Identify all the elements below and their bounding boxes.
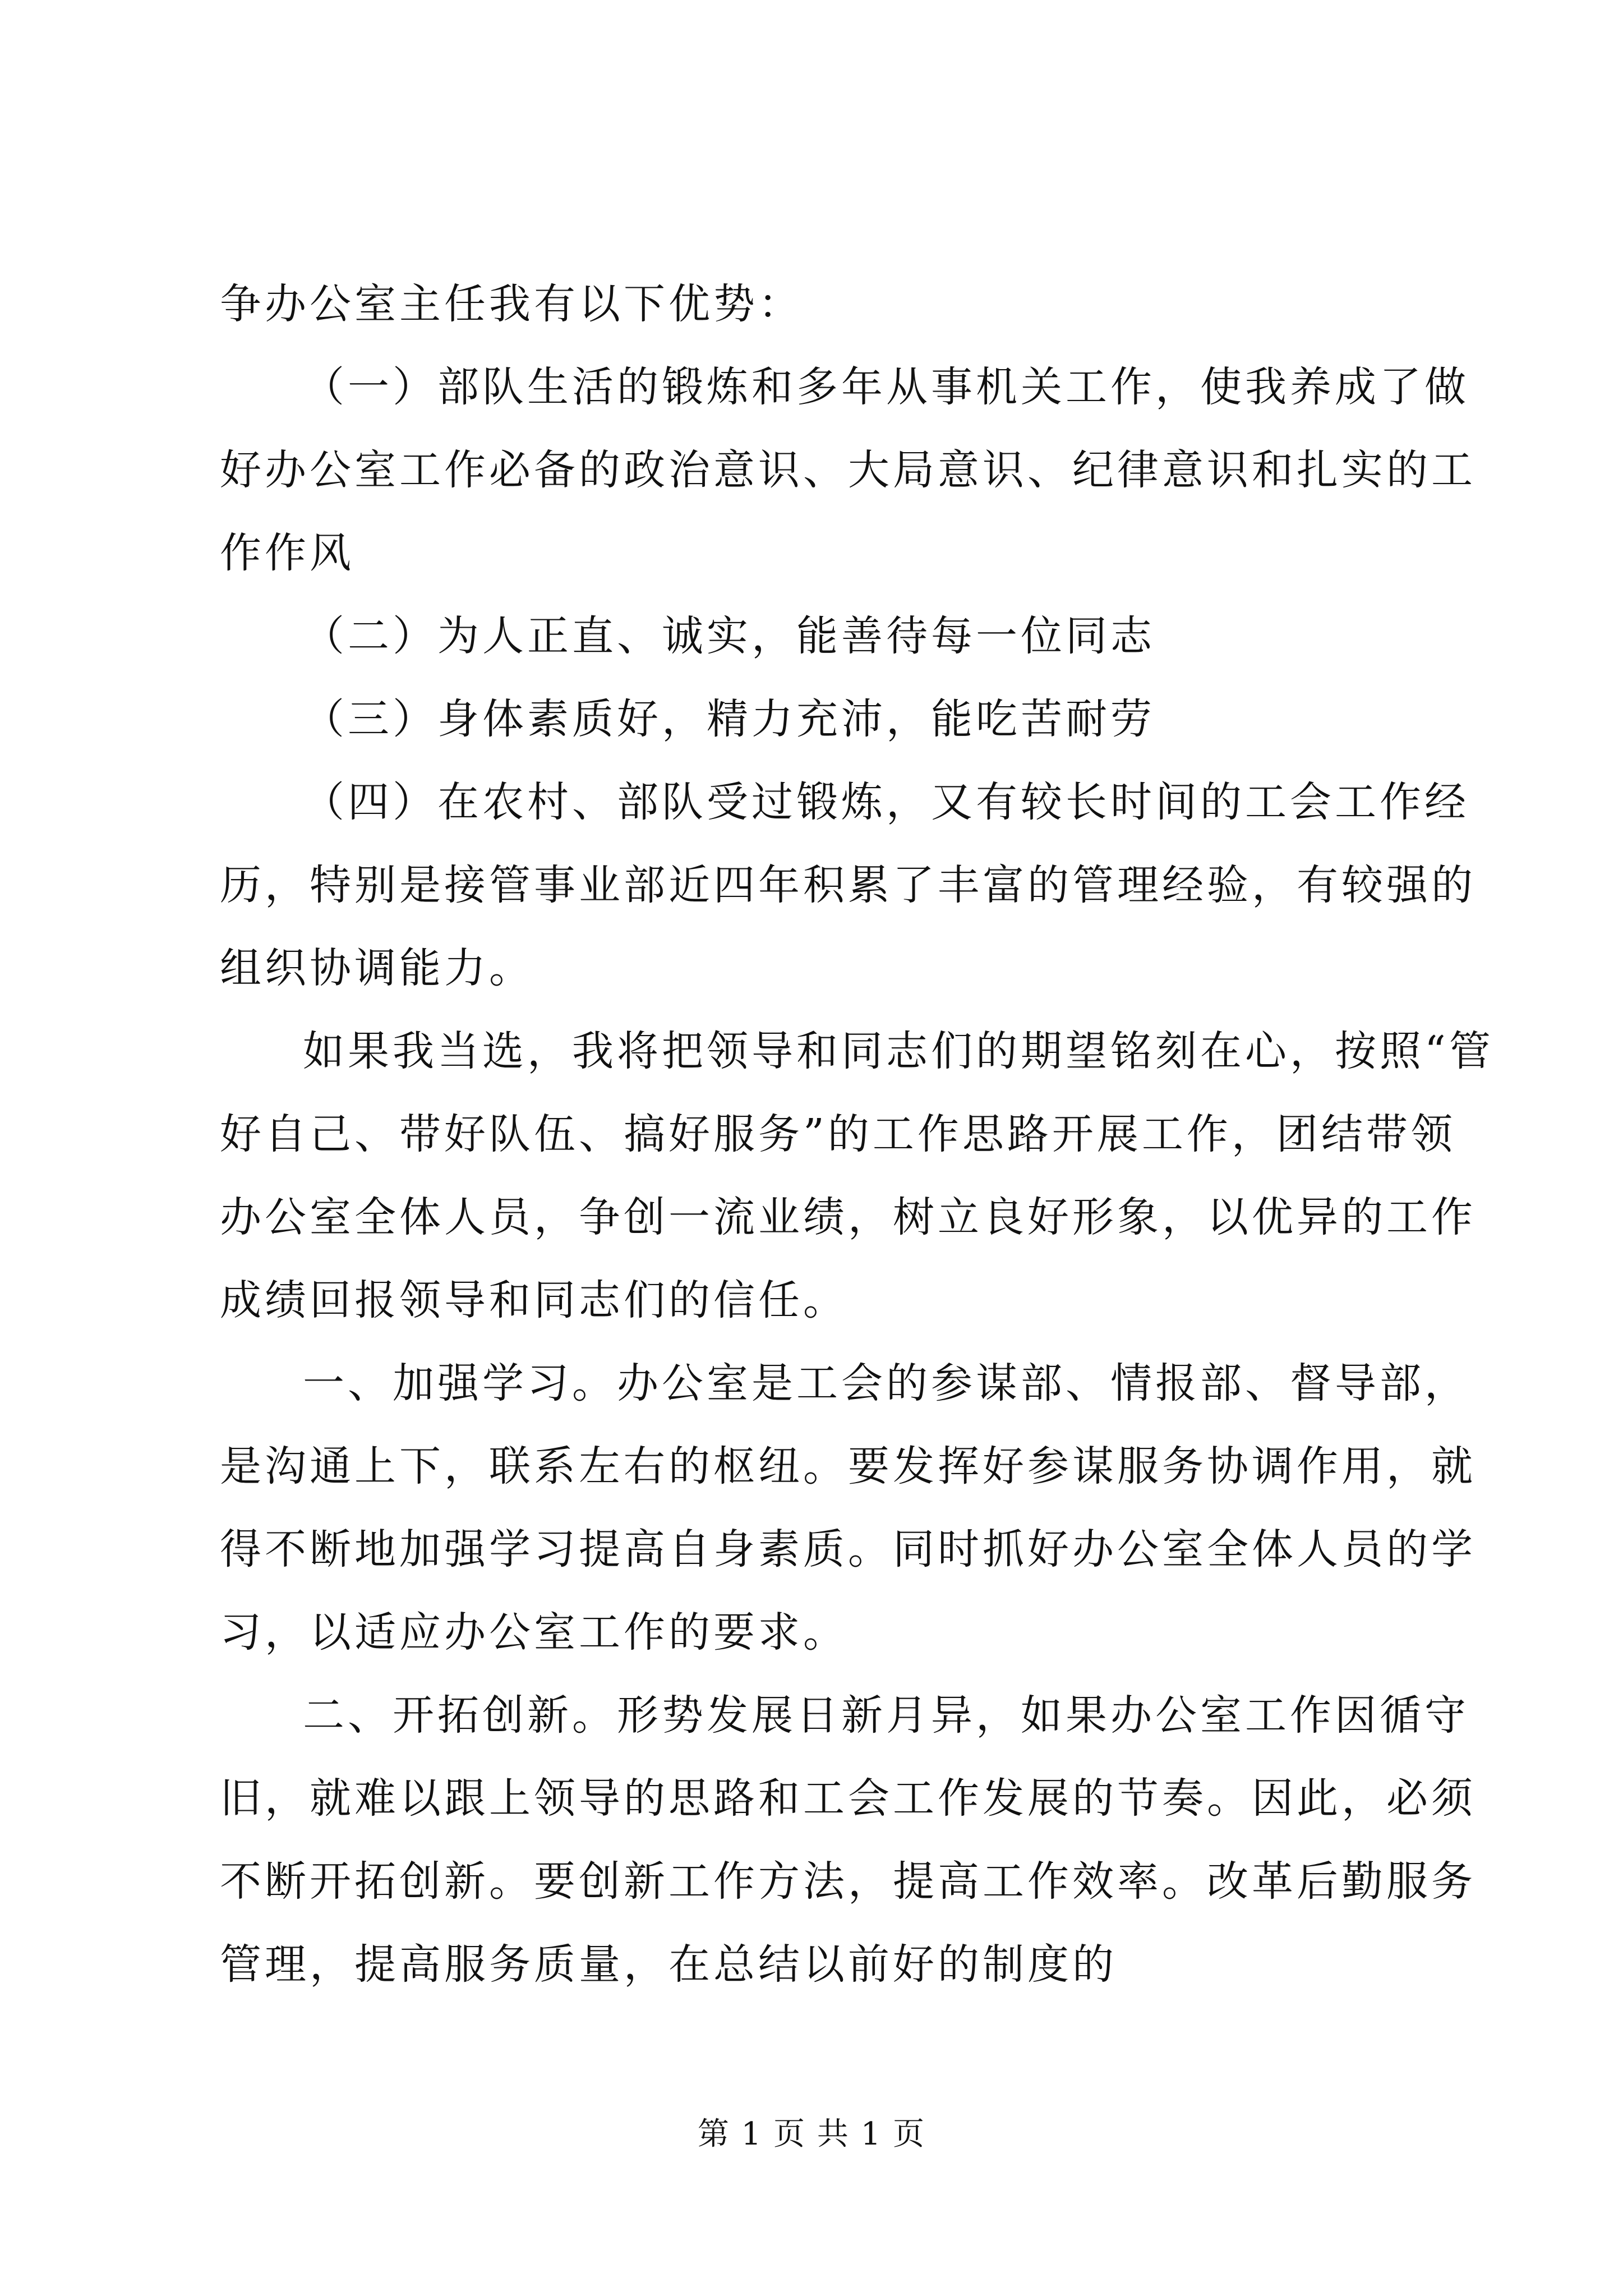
text-line: （三）身体素质好，精力充沛，能吃苦耐劳	[303, 695, 1155, 743]
text-line: 得不断地加强学习提高自身素质。同时抓好办公室全体人员的学	[220, 1525, 1476, 1573]
text-line: 管理，提高服务质量，在总结以前好的制度的	[220, 1940, 1117, 1989]
text-line: 不断开拓创新。要创新工作方法，提高工作效率。改革后勤服务	[220, 1857, 1476, 1906]
text-line: 好办公室工作必备的政治意识、大局意识、纪律意识和扎实的工	[220, 446, 1476, 494]
text-line: （二）为人正直、诚实，能善待每一位同志	[303, 612, 1155, 660]
text-line: 办公室全体人员，争创一流业绩，树立良好形象，以优异的工作	[220, 1193, 1476, 1241]
text-line: 历，特别是接管事业部近四年积累了丰富的管理经验，有较强的	[220, 861, 1476, 909]
text-line: 是沟通上下，联系左右的枢纽。要发挥好参谋服务协调作用，就	[220, 1442, 1476, 1490]
text-line: 成绩回报领导和同志们的信任。	[220, 1276, 848, 1324]
text-line: 如果我当选，我将把领导和同志们的期望铭刻在心，按照“管	[303, 1027, 1494, 1075]
text-line: （一）部队生活的锻炼和多年从事机关工作，使我养成了做	[303, 363, 1469, 411]
text-line: 旧，就难以跟上领导的思路和工会工作发展的节奏。因此，必须	[220, 1774, 1476, 1823]
text-line: 组织协调能力。	[220, 944, 534, 992]
document-body	[220, 263, 1494, 2006]
text-line: 习，以适应办公室工作的要求。	[220, 1608, 848, 1657]
text-line: （四）在农村、部队受过锻炼，又有较长时间的工会工作经	[303, 778, 1469, 826]
page-footer: 第 1 页 共 1 页	[697, 2116, 926, 2152]
text-line: 二、开拓创新。形势发展日新月异，如果办公室工作因循守	[303, 1691, 1469, 1740]
text-line: 一、加强学习。办公室是工会的参谋部、情报部、督导部，	[303, 1359, 1469, 1407]
text-line: 好自己、带好队伍、搞好服务”的工作思路开展工作，团结带领	[220, 1110, 1456, 1158]
text-line: 争办公室主任我有以下优势：	[220, 280, 803, 328]
text-line: 作作风	[220, 529, 354, 577]
